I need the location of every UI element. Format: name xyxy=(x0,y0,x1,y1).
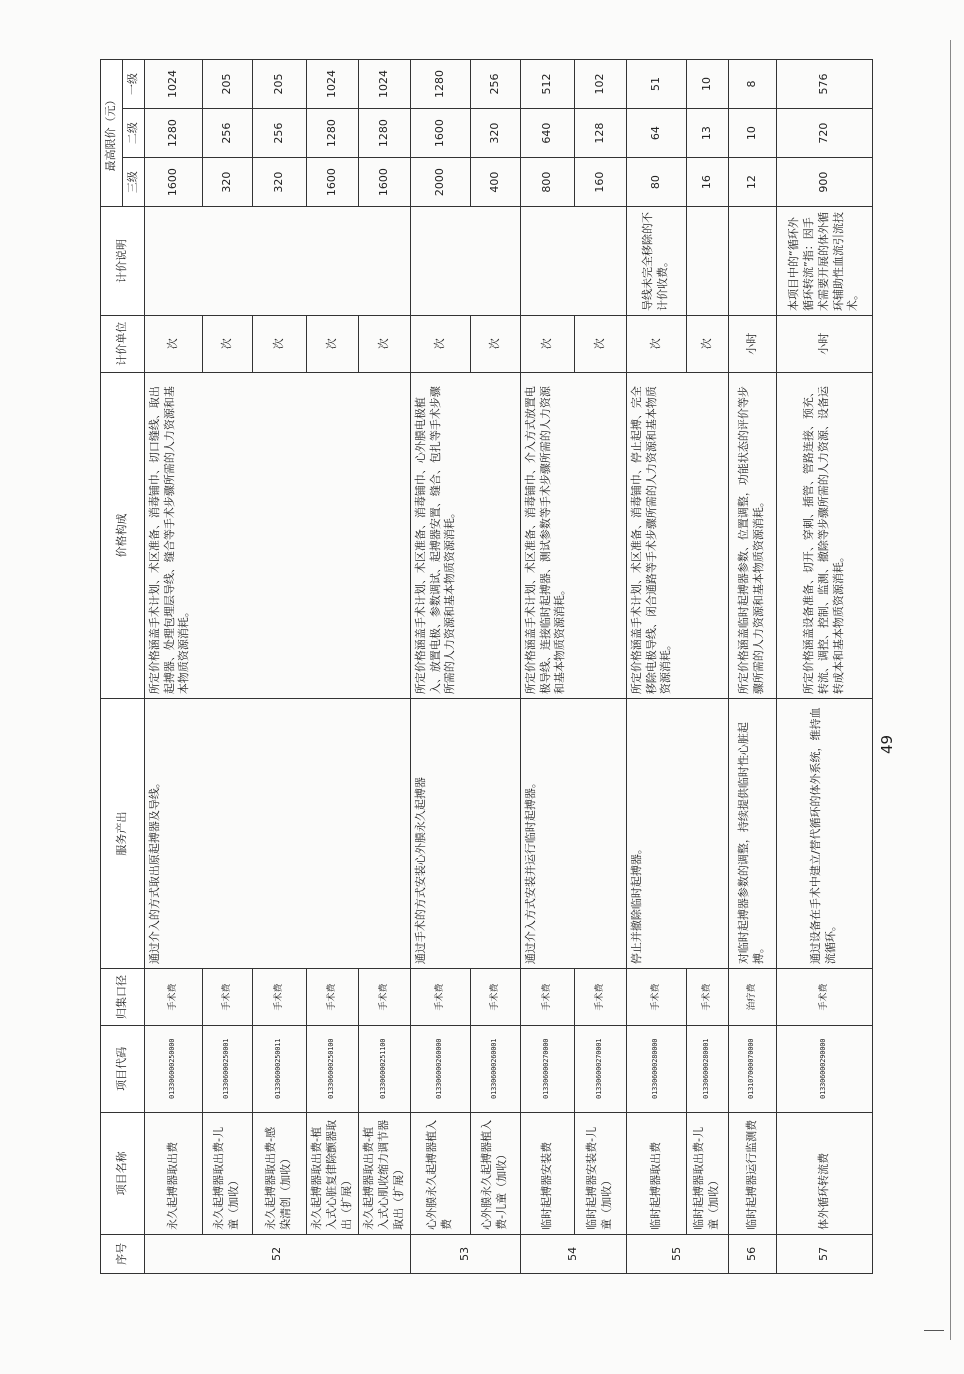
header-note: 计价说明 xyxy=(101,207,145,316)
unit-cell: 次 xyxy=(202,315,252,372)
category-cell: 手术费 xyxy=(410,969,470,1026)
header-unit: 计价单位 xyxy=(101,315,145,372)
header-max-price: 最高限价（元） xyxy=(101,60,123,207)
price-level1: 1280 xyxy=(410,60,470,109)
header-category: 归集口径 xyxy=(101,969,145,1026)
unit-cell: 次 xyxy=(520,315,574,372)
name-cell: 临时起搏器安装费 xyxy=(520,1112,574,1234)
price-level1: 1024 xyxy=(358,60,410,109)
name-cell: 临时起搏器安装费-儿童（加收） xyxy=(574,1112,626,1234)
price-table xyxy=(100,59,873,1274)
code-cell: 013306000270000 xyxy=(520,1025,574,1112)
table-row xyxy=(520,60,574,1274)
price-level3: 400 xyxy=(470,158,520,207)
price-level3: 1600 xyxy=(306,158,358,207)
price-level1: 8 xyxy=(728,60,776,109)
name-cell: 心外膜永久起搏器植入费 xyxy=(410,1112,470,1234)
price-level2: 1280 xyxy=(306,109,358,158)
table-row xyxy=(626,60,686,1274)
unit-cell: 次 xyxy=(626,315,686,372)
price-level2: 128 xyxy=(574,109,626,158)
table-row xyxy=(728,60,776,1274)
category-cell: 手术费 xyxy=(520,969,574,1026)
price-level3: 16 xyxy=(686,158,728,207)
unit-cell: 次 xyxy=(252,315,306,372)
header-composition: 价格构成 xyxy=(101,372,145,699)
price-level1: 205 xyxy=(252,60,306,109)
output-cell: 对临时起搏器参数的调整，持续提供临时性心脏起搏。 xyxy=(728,699,776,969)
header-level3: 三级 xyxy=(122,158,144,207)
code-cell: 013306000270001 xyxy=(574,1025,626,1112)
price-level1: 102 xyxy=(574,60,626,109)
category-cell: 手术费 xyxy=(470,969,520,1026)
price-level3: 320 xyxy=(252,158,306,207)
unit-cell: 次 xyxy=(144,315,202,372)
price-level2: 256 xyxy=(202,109,252,158)
price-level1: 256 xyxy=(470,60,520,109)
price-level3: 80 xyxy=(626,158,686,207)
composition-cell: 所定价格涵盖设备准备、切开、穿刺、插管、管路连接、预充、转流、调控、控制、监测、撤除等步骤所需的人力资源、设备运转成本和基本物质资源消耗。 xyxy=(776,372,872,699)
price-level2: 1280 xyxy=(144,109,202,158)
price-level3: 1600 xyxy=(144,158,202,207)
category-cell: 手术费 xyxy=(306,969,358,1026)
name-cell: 永久起搏器取出费-植入式心肌收缩力调节器取出（扩展） xyxy=(358,1112,410,1234)
name-cell: 永久起搏器取出费 xyxy=(144,1112,202,1234)
price-level2: 640 xyxy=(520,109,574,158)
unit-cell: 次 xyxy=(358,315,410,372)
price-level2: 1280 xyxy=(358,109,410,158)
name-cell: 心外膜永久起搏器植入费-儿童（加收） xyxy=(470,1112,520,1234)
seq-cell: 56 xyxy=(728,1234,776,1273)
price-level2: 720 xyxy=(776,109,872,158)
price-level1: 576 xyxy=(776,60,872,109)
unit-cell: 次 xyxy=(470,315,520,372)
category-cell: 手术费 xyxy=(776,969,872,1026)
output-cell: 通过手术的方式安装心外膜永久起搏器 xyxy=(410,699,520,969)
code-cell: 013306000250001 xyxy=(202,1025,252,1112)
table-row xyxy=(776,60,872,1274)
category-cell: 手术费 xyxy=(626,969,686,1026)
header-output: 服务产出 xyxy=(101,699,145,969)
header-level2: 二级 xyxy=(122,109,144,158)
name-cell: 临时起搏器取出费-儿童（加收） xyxy=(686,1112,728,1234)
price-level1: 1024 xyxy=(144,60,202,109)
name-cell: 临时起搏器运行监测费 xyxy=(728,1112,776,1234)
price-level2: 1600 xyxy=(410,109,470,158)
price-level1: 512 xyxy=(520,60,574,109)
price-level3: 1600 xyxy=(358,158,410,207)
output-cell: 停止并撤除临时起搏器。 xyxy=(626,699,728,969)
price-level1: 205 xyxy=(202,60,252,109)
price-level3: 800 xyxy=(520,158,574,207)
composition-cell: 所定价格涵盖手术计划、术区准备、消毒铺巾、介入方式放置电极导线、连接临时起搏器、测试参数等手术步骤所需的人力资源和基本物质资源消耗。 xyxy=(520,372,626,699)
unit-cell: 次 xyxy=(686,315,728,372)
unit-cell: 次 xyxy=(410,315,470,372)
header-row-1 xyxy=(101,60,123,1274)
name-cell: 体外循环转流费 xyxy=(776,1112,872,1234)
category-cell: 手术费 xyxy=(202,969,252,1026)
price-level2: 320 xyxy=(470,109,520,158)
output-cell: 通过介入方式安装并运行临时起搏器。 xyxy=(520,699,626,969)
category-cell: 手术费 xyxy=(574,969,626,1026)
price-level3: 900 xyxy=(776,158,872,207)
composition-cell: 所定价格涵盖手术计划、术区准备、消毒铺巾、心外膜电极植入、放置电极、参数调试、起搏器安置、缝合、包扎等手术步骤所需的人力资源和基本物质资源消耗。 xyxy=(410,372,520,699)
code-cell: 013306000260000 xyxy=(410,1025,470,1112)
header-seq: 序号 xyxy=(101,1234,145,1273)
name-cell: 永久起搏器取出费-感染清创（加收） xyxy=(252,1112,306,1234)
note-cell xyxy=(520,207,626,316)
note-cell: 本项目中的“循环外循环转流”指：因手术需要开展的体外循环辅助性血流引流技术。 xyxy=(776,207,872,316)
note-cell xyxy=(686,207,728,316)
table-row xyxy=(410,60,470,1274)
price-level1: 51 xyxy=(626,60,686,109)
price-level2: 64 xyxy=(626,109,686,158)
note-cell xyxy=(410,207,520,316)
unit-cell: 次 xyxy=(306,315,358,372)
category-cell: 手术费 xyxy=(358,969,410,1026)
code-cell: 013306000251100 xyxy=(358,1025,410,1112)
price-level3: 12 xyxy=(728,158,776,207)
seq-cell: 55 xyxy=(626,1234,728,1273)
composition-cell: 所定价格涵盖临时起搏器参数、位置调整，功能状态的评价等步骤所需的人力资源和基本物质资源消耗。 xyxy=(728,372,776,699)
price-table-sheet xyxy=(100,59,860,1274)
category-cell: 治疗费 xyxy=(728,969,776,1026)
page-number: 49 xyxy=(878,734,896,754)
name-cell: 临时起搏器取出费 xyxy=(626,1112,686,1234)
code-cell: 013306000260001 xyxy=(470,1025,520,1112)
header-code: 项目代码 xyxy=(101,1025,145,1112)
composition-cell: 所定价格涵盖手术计划、术区准备、消毒铺巾、切口缝线、取出起搏器、处理包埋层导线、缝合等手术步骤所需的人力资源和基本物质资源消耗。 xyxy=(144,372,410,699)
seq-cell: 54 xyxy=(520,1234,626,1273)
note-cell xyxy=(144,207,410,316)
price-level3: 320 xyxy=(202,158,252,207)
unit-cell: 小时 xyxy=(776,315,872,372)
code-cell: 013306000250100 xyxy=(306,1025,358,1112)
price-level1: 1024 xyxy=(306,60,358,109)
price-level2: 256 xyxy=(252,109,306,158)
category-cell: 手术费 xyxy=(252,969,306,1026)
header-level1: 一级 xyxy=(122,60,144,109)
category-cell: 手术费 xyxy=(686,969,728,1026)
composition-cell: 所定价格涵盖手术计划、术区准备、消毒铺巾、停止起搏、完全移除电极导线、闭合通路等手术步骤所需的人力资源和基本物质资源消耗。 xyxy=(626,372,728,699)
code-cell: 013306000250011 xyxy=(252,1025,306,1112)
note-cell xyxy=(728,207,776,316)
header-name: 项目名称 xyxy=(101,1112,145,1234)
price-level3: 160 xyxy=(574,158,626,207)
unit-cell: 小时 xyxy=(728,315,776,372)
code-cell: 013306000250000 xyxy=(144,1025,202,1112)
code-cell: 013107000070000 xyxy=(728,1025,776,1112)
seq-cell: 53 xyxy=(410,1234,520,1273)
seq-cell: 57 xyxy=(776,1234,872,1273)
code-cell: 013306000290000 xyxy=(776,1025,872,1112)
code-cell: 013306000280000 xyxy=(626,1025,686,1112)
category-cell: 手术费 xyxy=(144,969,202,1026)
table-row xyxy=(144,60,202,1274)
name-cell: 永久起搏器取出费-植入式心脏复律除颤器取出（扩展） xyxy=(306,1112,358,1234)
output-cell: 通过介入的方式取出原起搏器及导线。 xyxy=(144,699,410,969)
unit-cell: 次 xyxy=(574,315,626,372)
seq-cell: 52 xyxy=(144,1234,410,1273)
note-cell: 导线未完全移除的不计价收费。 xyxy=(626,207,686,316)
name-cell: 永久起搏器取出费-儿童（加收） xyxy=(202,1112,252,1234)
price-level1: 10 xyxy=(686,60,728,109)
output-cell: 通过设备在手术中建立/替代循环的体外系统，维持血流循环。 xyxy=(776,699,872,969)
code-cell: 013306000280001 xyxy=(686,1025,728,1112)
price-level3: 2000 xyxy=(410,158,470,207)
price-level2: 13 xyxy=(686,109,728,158)
price-level2: 10 xyxy=(728,109,776,158)
